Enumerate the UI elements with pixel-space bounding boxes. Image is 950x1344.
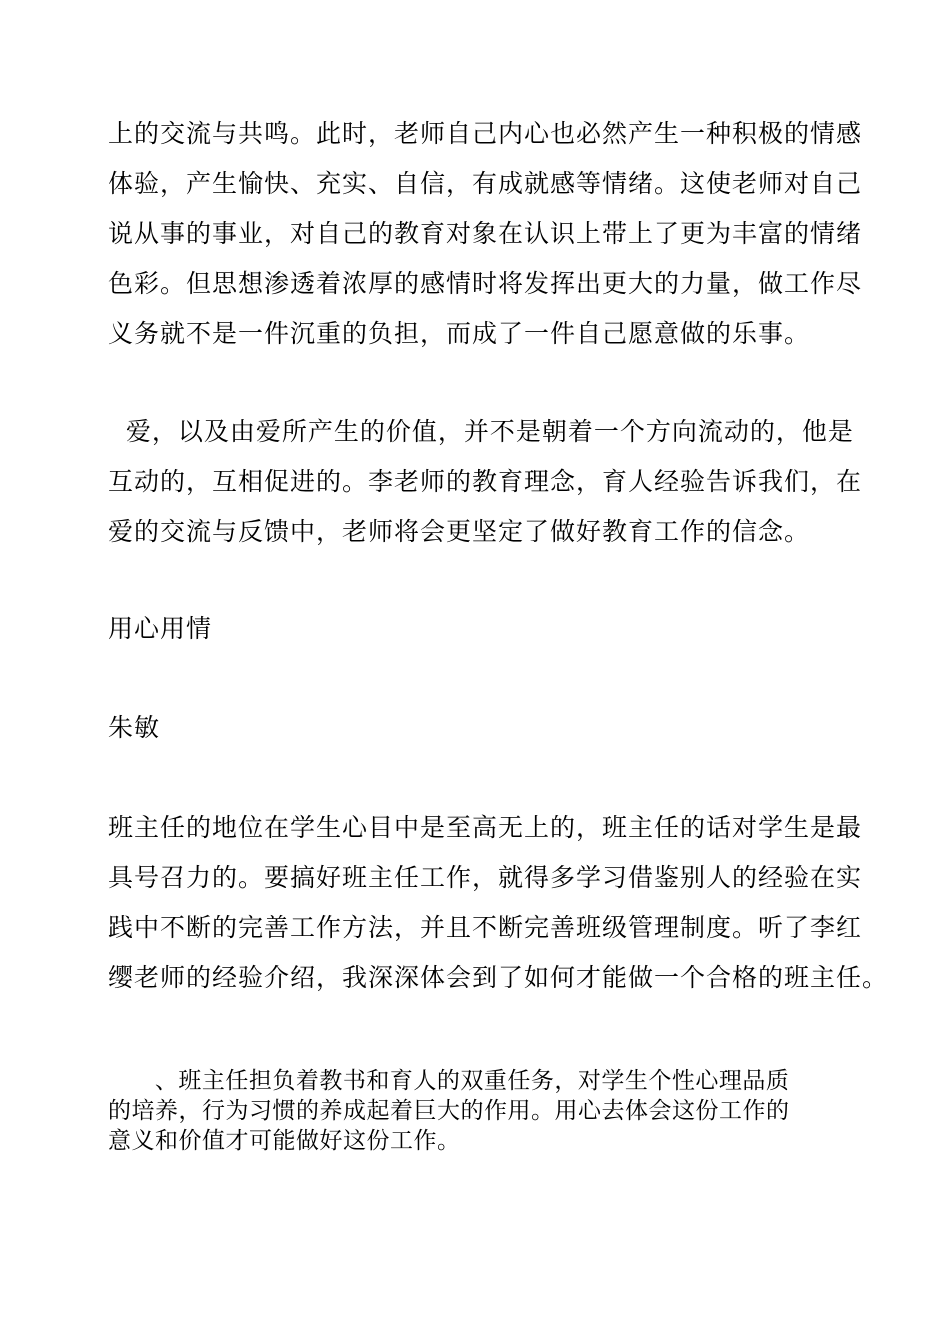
paragraph-4-line-2: 的培养，行为习惯的养成起着巨大的作用。用心去体会这份工作的	[108, 1098, 790, 1124]
paragraph-3-line-3: 践中不断的完善工作方法，并且不断完善班级管理制度。听了李红	[108, 913, 863, 942]
paragraph-1-line-2: 体验，产生愉快、充实、自信，有成就感等情绪。这使老师对自己	[108, 169, 863, 198]
paragraph-1-line-1: 上的交流与共鸣。此时，老师自己内心也必然产生一种积极的情感	[108, 119, 863, 148]
paragraph-3-line-1: 班主任的地位在学生心目中是至高无上的，班主任的话对学生是最	[108, 813, 863, 842]
paragraph-2-line-3: 爱的交流与反馈中，老师将会更坚定了做好教育工作的信念。	[108, 517, 811, 546]
paragraph-2-line-2: 互动的，互相促进的。李老师的教育理念，育人经验告诉我们，在	[108, 467, 863, 496]
paragraph-1-line-3: 说从事的事业，对自己的教育对象在认识上带上了更为丰富的情绪	[108, 219, 863, 248]
paragraph-2-line-1: 爱，以及由爱所产生的价值，并不是朝着一个方向流动的，他是	[108, 417, 854, 446]
paragraph-3-line-2: 具号召力的。要搞好班主任工作，就得多学习借鉴别人的经验在实	[108, 863, 863, 892]
paragraph-1-line-5: 义务就不是一件沉重的负担，而成了一件自己愿意做的乐事。	[108, 319, 811, 348]
paragraph-3-line-4: 缨老师的经验介绍，我深深体会到了如何才能做一个合格的班主任。	[108, 963, 889, 992]
paragraph-1-line-4: 色彩。但思想渗透着浓厚的感情时将发挥出更大的力量，做工作尽	[108, 269, 863, 298]
paragraph-4-line-1: 、班主任担负着教书和育人的双重任务，对学生个性心理品质	[108, 1068, 790, 1094]
section-title: 用心用情	[108, 614, 213, 643]
paragraph-4-line-3: 意义和价值才可能做好这份工作。	[108, 1128, 461, 1154]
author-name: 朱敏	[108, 713, 161, 742]
